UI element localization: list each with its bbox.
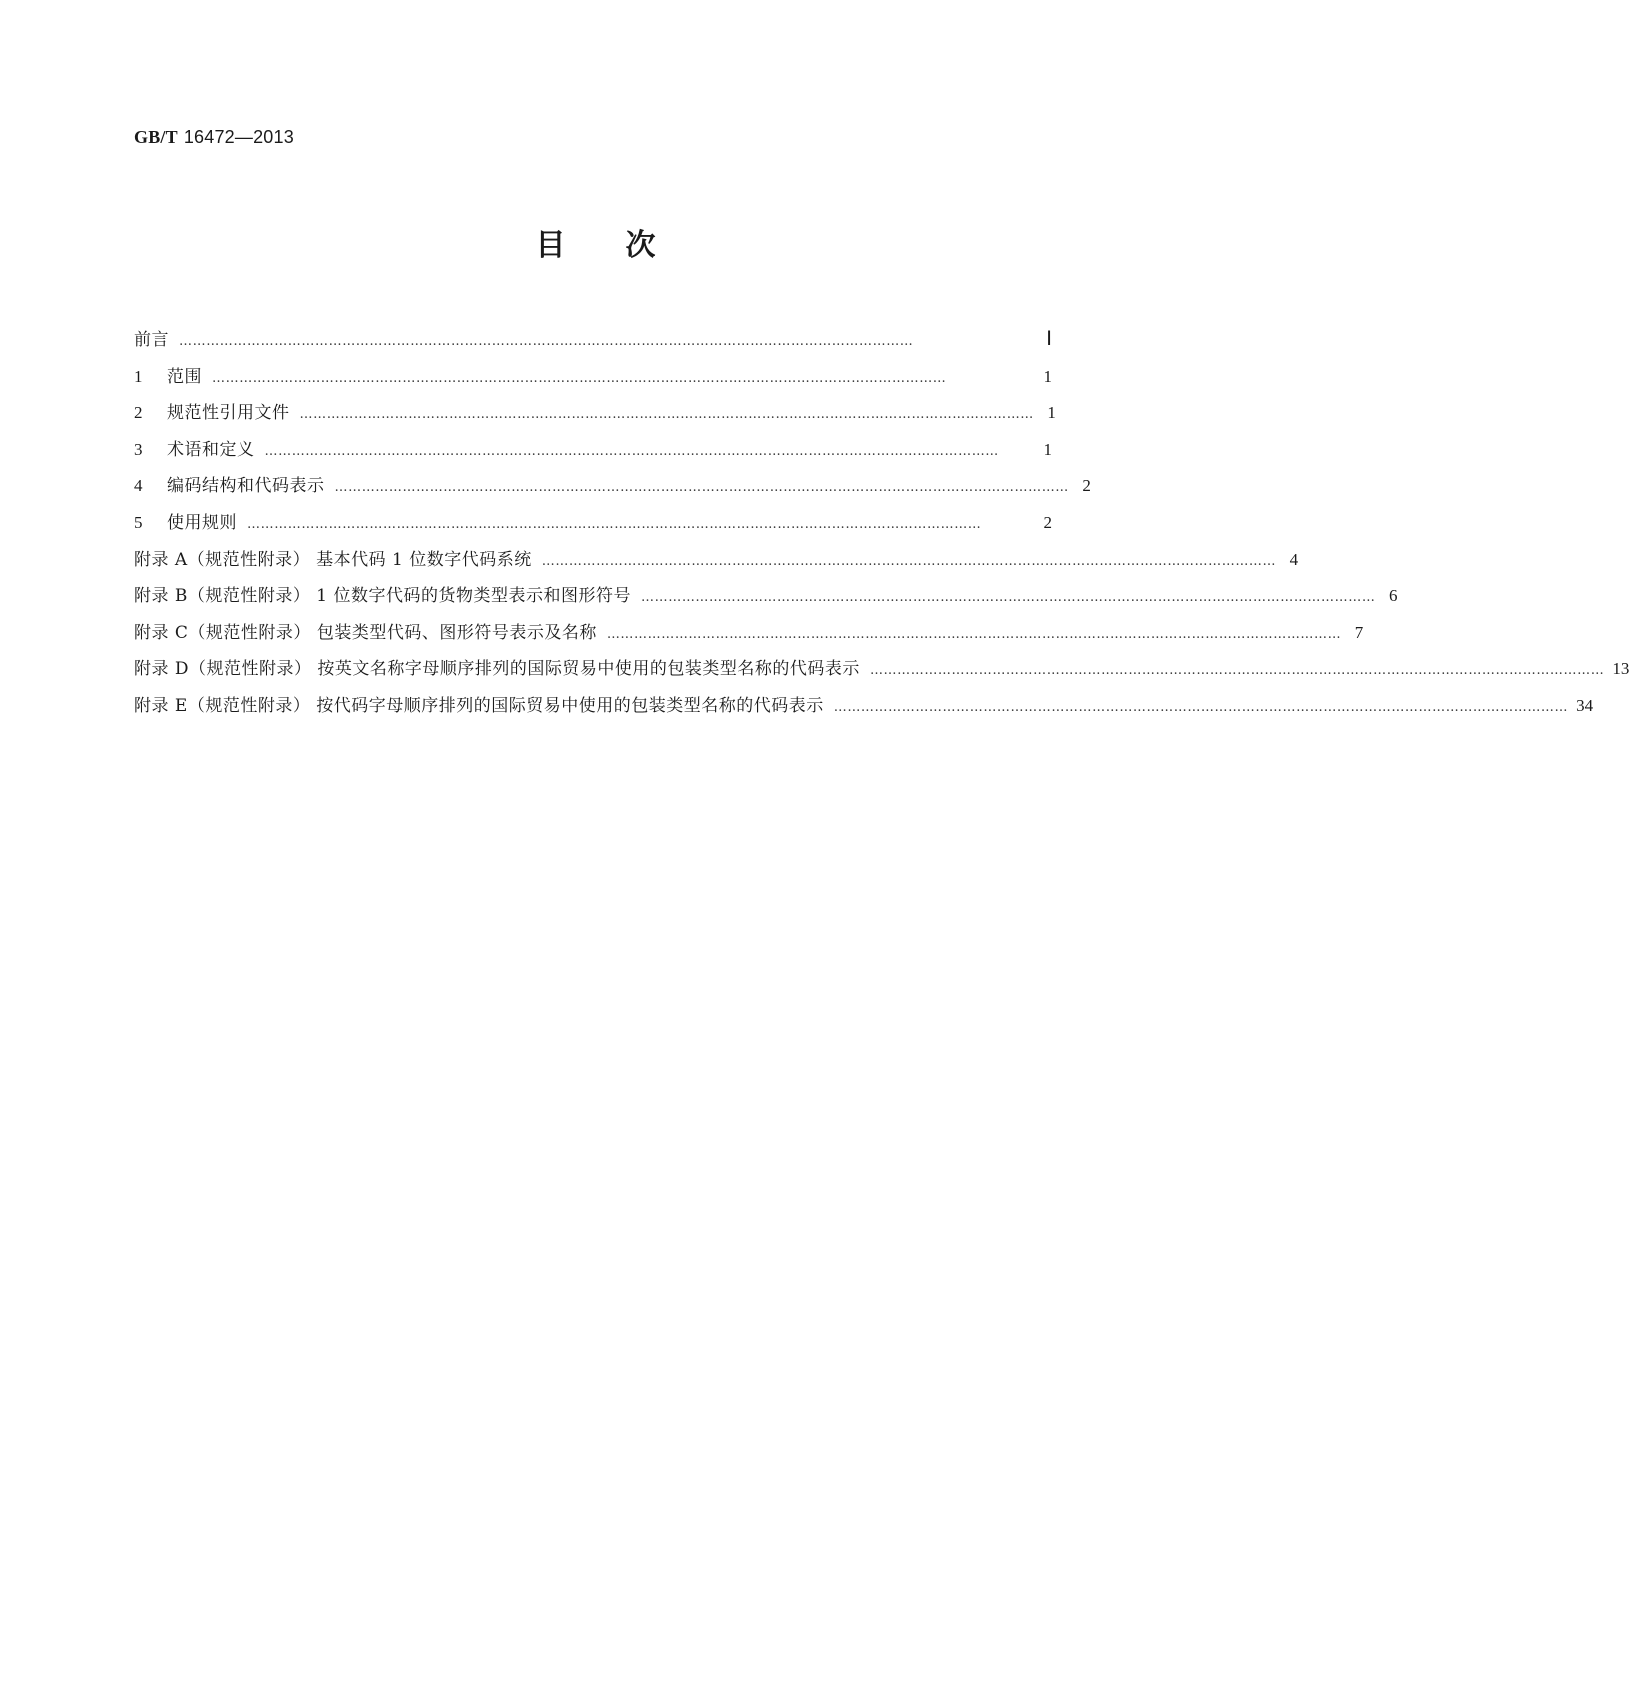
toc-entry-5[interactable] — [134, 508, 1052, 545]
toc-entry-number: 2 — [134, 403, 143, 423]
toc-entry-4[interactable] — [134, 471, 1091, 508]
toc-entry-page: 7 — [1354, 622, 1364, 642]
toc-entry-annex-d[interactable] — [134, 654, 1629, 691]
toc-leader-dots: ……………………………………………………………………………………………………………………………………………… — [869, 663, 1605, 679]
toc-entry-title: 术语和定义 — [167, 439, 255, 460]
toc-entry-annex-a[interactable] — [134, 545, 1299, 582]
toc-entry-title: 使用规则 — [167, 512, 237, 533]
toc-entry-page: 6 — [1388, 586, 1398, 606]
toc-entry-title: 附录 B（规范性附录） 1 位数字代码的货物类型表示和图形符号 — [134, 586, 632, 607]
toc-entry-title: 附录 D（规范性附录） 按英文名称字母顺序排列的国际贸易中使用的包装类型名称的代码表示 — [134, 659, 860, 680]
standard-number-value: 16472—2013 — [183, 127, 294, 147]
toc-entry-number: 5 — [134, 512, 143, 532]
toc-entry-annex-c[interactable] — [134, 618, 1364, 655]
toc-entry-2[interactable] — [134, 398, 1056, 435]
toc-entry-page: 2 — [1043, 512, 1052, 532]
toc-entry-title: 编码结构和代码表示 — [167, 476, 325, 497]
toc-title-char-2: 次 — [625, 228, 656, 263]
toc-entry-page: 1 — [1043, 439, 1052, 459]
toc-leader-dots: ……………………………………………………………………………………………………………………………………………… — [606, 626, 1342, 642]
toc-entry-foreword[interactable] — [134, 325, 1052, 362]
toc-leader-dots: ……………………………………………………………………………………………………………………………………………… — [299, 407, 1034, 423]
toc-list — [134, 325, 1629, 728]
toc-entry-page: 34 — [1576, 695, 1594, 715]
toc-leader-dots: ……………………………………………………………………………………………………………………………………………… — [247, 516, 982, 532]
toc-entry-title: 附录 E（规范性附录） 按代码字母顺序排列的国际贸易中使用的包装类型名称的代码表示 — [134, 695, 824, 716]
toc-leader-dots: ……………………………………………………………………………………………………………………………………………… — [334, 480, 1069, 496]
toc-title-char-1: 目 — [535, 228, 566, 263]
toc-leader-dots: ……………………………………………………………………………………………………………………………………………… — [179, 334, 914, 349]
toc-entry-page: 4 — [1289, 549, 1299, 569]
standard-number — [134, 126, 294, 148]
toc-entry-1[interactable] — [134, 362, 1052, 399]
toc-entry-title: 附录 C（规范性附录） 包装类型代码、图形符号表示及名称 — [134, 622, 597, 643]
toc-entry-number: 4 — [134, 476, 143, 496]
toc-leader-dots: ……………………………………………………………………………………………………………………………………………… — [833, 699, 1569, 715]
toc-entry-page: 1 — [1047, 403, 1056, 423]
toc-leader-dots: ……………………………………………………………………………………………………………………………………………… — [541, 553, 1277, 569]
toc-title — [0, 228, 1191, 264]
toc-entry-page: 1 — [1043, 366, 1052, 386]
toc-entry-number: 1 — [134, 366, 143, 386]
toc-entry-title: 范围 — [167, 366, 202, 387]
toc-leader-dots: ……………………………………………………………………………………………………………………………………………… — [212, 370, 947, 386]
toc-entry-page: Ⅰ — [1046, 328, 1052, 350]
toc-entry-number: 3 — [134, 439, 143, 459]
toc-entry-annex-e[interactable] — [134, 691, 1594, 728]
toc-entry-title: 规范性引用文件 — [167, 403, 290, 424]
toc-leader-dots: ……………………………………………………………………………………………………………………………………………… — [264, 443, 999, 459]
toc-entry-annex-b[interactable] — [134, 581, 1398, 618]
toc-entry-3[interactable] — [134, 435, 1052, 472]
toc-entry-title: 前言 — [134, 330, 169, 350]
toc-leader-dots: ……………………………………………………………………………………………………………………………………………… — [641, 590, 1376, 606]
standard-code: GB/T — [134, 127, 178, 147]
toc-entry-page: 2 — [1082, 476, 1091, 496]
toc-entry-title: 附录 A（规范性附录） 基本代码 1 位数字代码系统 — [134, 549, 532, 570]
toc-entry-page: 13 — [1612, 659, 1629, 679]
